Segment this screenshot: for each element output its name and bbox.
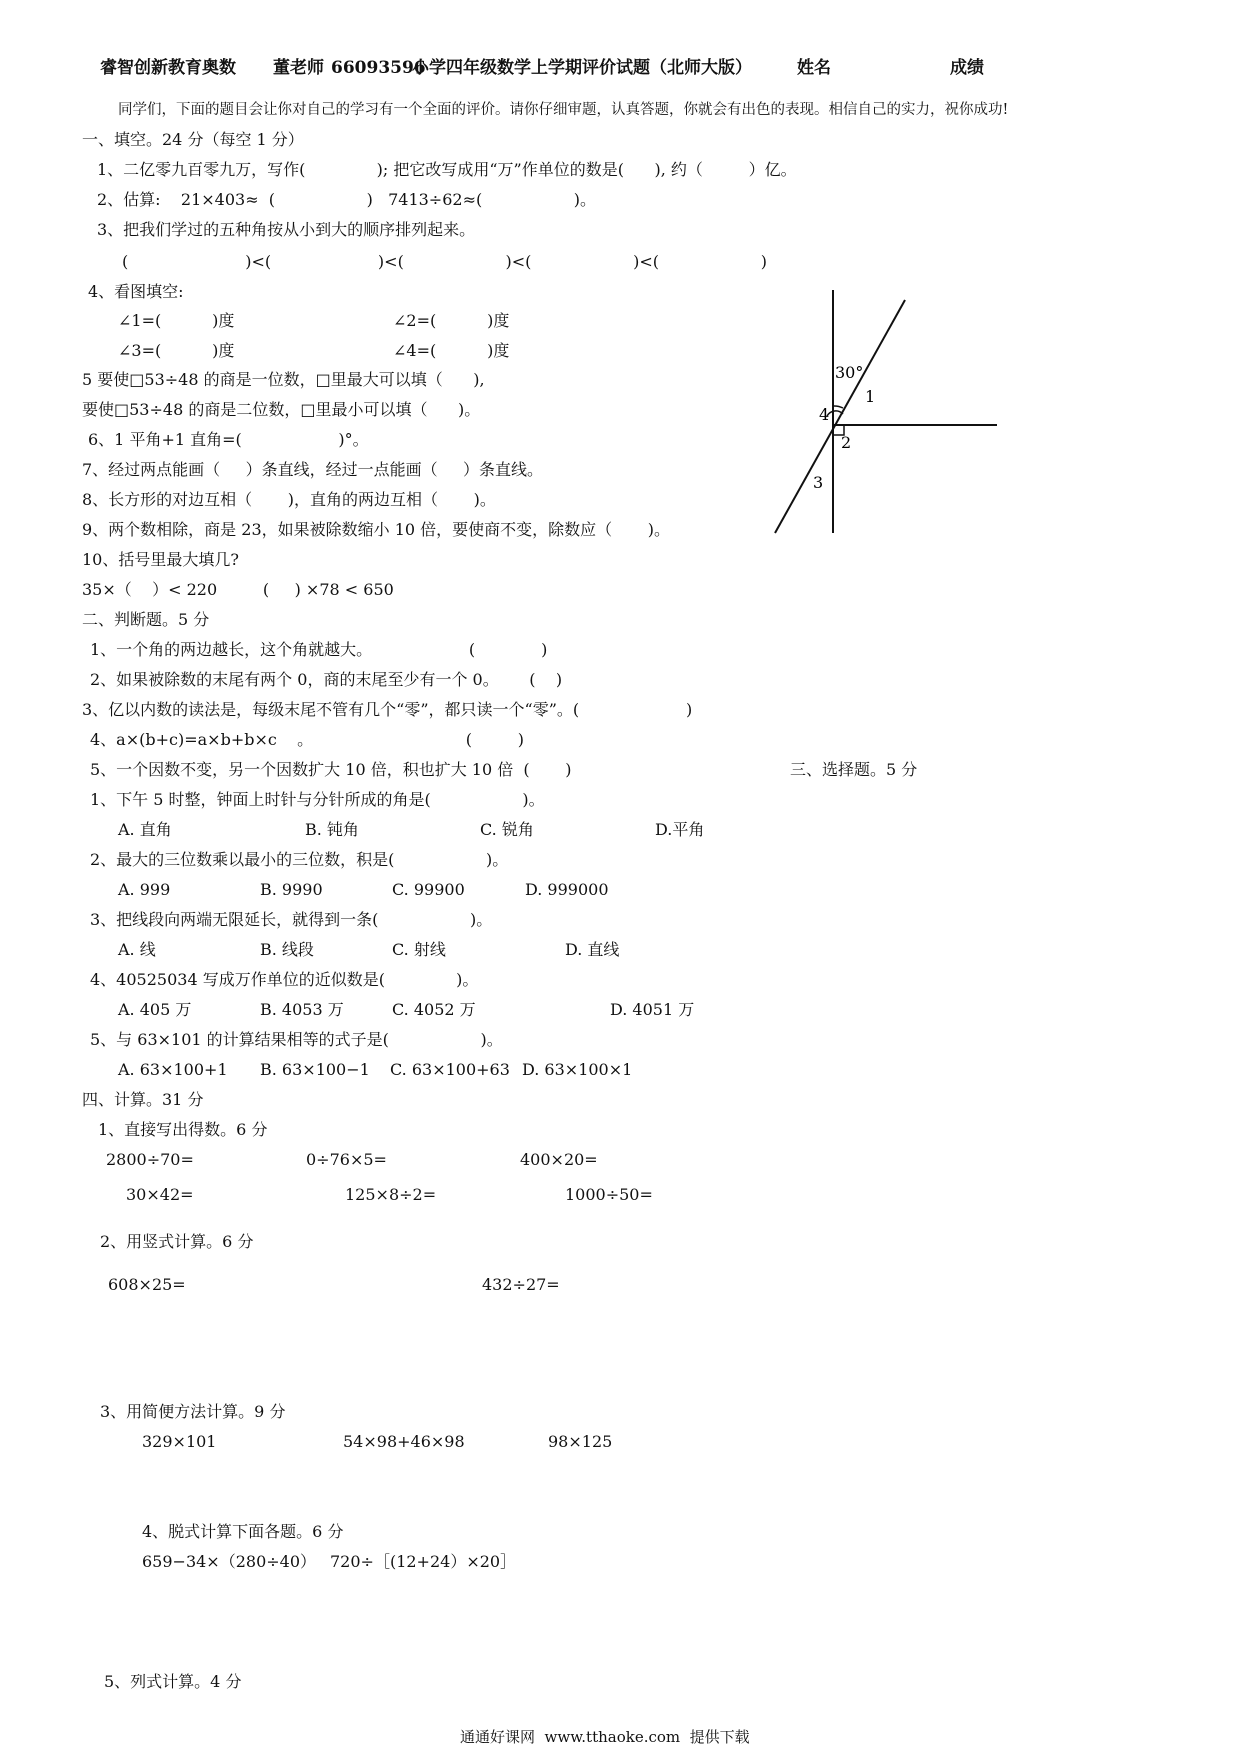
section-1-title: 一、填空。24 分（每空 1 分） [82, 130, 304, 149]
angle-30-arc [833, 406, 843, 408]
s4-p3-item: 98×125 [548, 1432, 613, 1451]
s1-q3: 3、把我们学过的五种角按从小到大的顺序排列起来。 [97, 220, 476, 239]
s1-q4-angle4: ∠4=( )度 [393, 341, 510, 360]
intro-text: 同学们，下面的题目会让你对自己的学习有一个全面的评价。请你仔细审题，认真答题，你就会有出色的表现。相信自己的实力，祝你成功! [118, 102, 1009, 118]
s3-q4-option-d: D. 4051 万 [610, 1000, 695, 1019]
section-4-title: 四、计算。31 分 [82, 1090, 204, 1109]
slanted-line [775, 300, 905, 533]
section-3-title: 三、选择题。5 分 [790, 760, 918, 779]
s4-p1-item: 1000÷50= [565, 1185, 653, 1204]
s3-q2-option-a: A. 999 [118, 880, 171, 899]
s1-q7: 7、经过两点能画（ ）条直线，经过一点能画（ ）条直线。 [82, 460, 544, 479]
s4-p4-item: 659−34×（280÷40） [142, 1552, 317, 1571]
s3-q1-option-a: A. 直角 [118, 820, 172, 839]
s1-q10-expressions: 35×（ ）< 220 ( ) ×78 < 650 [82, 580, 394, 599]
s1-q4-angle2: ∠2=( )度 [393, 311, 510, 330]
footer-download-note: 通通好课网 www.tthaoke.com 提供下载 [460, 1728, 750, 1746]
s1-q3-blanks: ( )<( )<( )<( )<( ) [122, 252, 767, 271]
s4-p2-item: 432÷27= [482, 1275, 560, 1294]
s1-q9: 9、两个数相除，商是 23，如果被除数缩小 10 倍，要使商不变，除数应（ )。 [82, 520, 671, 539]
s1-q8: 8、长方形的对边互相（ )，直角的两边互相（ )。 [82, 490, 496, 509]
s2-q4: 4、a×(b+c)=a×b+b×c 。 ( ) [90, 730, 525, 749]
s3-q3-option-c: C. 射线 [392, 940, 446, 959]
s3-q4-option-c: C. 4052 万 [392, 1000, 476, 1019]
angle-2-label: 2 [841, 433, 852, 452]
s4-part3: 3、用简便方法计算。9 分 [100, 1402, 286, 1421]
s4-p4-item: 720÷［(12+24）×20］ [330, 1552, 517, 1571]
s3-q1-option-c: C. 锐角 [480, 820, 534, 839]
s4-p3-item: 54×98+46×98 [343, 1432, 465, 1451]
s1-q4-angle3: ∠3=( )度 [118, 341, 235, 360]
s3-q2: 2、最大的三位数乘以最小的三位数，积是( )。 [90, 850, 509, 869]
s3-q3-option-a: A. 线 [118, 940, 156, 959]
s3-q5: 5、与 63×101 的计算结果相等的式子是( )。 [90, 1030, 503, 1049]
s1-q5b: 要使□53÷48 的商是二位数，□里最小可以填（ )。 [82, 400, 481, 419]
header-teacher: 董老师 [273, 58, 324, 78]
s3-q5-option-d: D. 63×100×1 [522, 1060, 633, 1079]
s3-q4-option-a: A. 405 万 [118, 1000, 192, 1019]
s3-q4: 4、40525034 写成万作单位的近似数是( )。 [90, 970, 479, 989]
s4-part2: 2、用竖式计算。6 分 [100, 1232, 254, 1251]
s3-q2-option-d: D. 999000 [525, 880, 609, 899]
s3-q1-option-d: D.平角 [655, 820, 705, 839]
s1-q2: 2、估算: 21×403≈ ( ) 7413÷62≈( )。 [97, 190, 597, 209]
s4-part4: 4、脱式计算下面各题。6 分 [142, 1522, 344, 1541]
s4-p3-item: 329×101 [142, 1432, 217, 1451]
s1-q5a: 5 要使□53÷48 的商是一位数，□里最大可以填（ ), [82, 370, 485, 389]
angle-3-label: 3 [813, 473, 824, 492]
s3-q1-option-b: B. 钝角 [305, 820, 359, 839]
s2-q1: 1、一个角的两边越长，这个角就越大。 ( ) [90, 640, 548, 659]
s1-q4: 4、看图填空: [88, 282, 184, 301]
s3-q5-option-b: B. 63×100−1 [260, 1060, 370, 1079]
s2-q2: 2、如果被除数的末尾有两个 0，商的末尾至少有一个 0。 ( ) [90, 670, 563, 689]
s3-q5-option-a: A. 63×100+1 [118, 1060, 228, 1079]
s1-q6: 6、1 平角+1 直角=( )°。 [88, 430, 369, 449]
s3-q3-option-b: B. 线段 [260, 940, 314, 959]
s4-p1-item: 400×20= [520, 1150, 598, 1169]
header-score-label: 成绩 [950, 58, 984, 78]
s2-q5: 5、一个因数不变，另一个因数扩大 10 倍，积也扩大 10 倍 ( ) [90, 760, 572, 779]
angle-figure [765, 288, 1005, 548]
s3-q3-option-d: D. 直线 [565, 940, 620, 959]
header-org: 睿智创新教育奥数 [100, 58, 236, 78]
s3-q4-option-b: B. 4053 万 [260, 1000, 344, 1019]
s4-part5: 5、列式计算。4 分 [104, 1672, 242, 1691]
s4-p2-item: 608×25= [108, 1275, 186, 1294]
s4-p1-item: 0÷76×5= [306, 1150, 387, 1169]
header-title: 小学四年级数学上学期评价试题（北师大版） [412, 58, 752, 78]
header-phone: 66093596 [331, 58, 426, 78]
s1-q1: 1、二亿零九百零九万，写作( ); 把它改写成用“万”作单位的数是( ), 约（ ）亿。 [97, 160, 797, 179]
s3-q3: 3、把线段向两端无限延长，就得到一条( )。 [90, 910, 493, 929]
s3-q2-option-b: B. 9990 [260, 880, 323, 899]
s4-p1-item: 125×8÷2= [345, 1185, 437, 1204]
s4-p1-item: 2800÷70= [106, 1150, 194, 1169]
s4-p1-item: 30×42= [126, 1185, 194, 1204]
header-name-label: 姓名 [797, 58, 831, 78]
s4-part1: 1、直接写出得数。6 分 [98, 1120, 268, 1139]
s1-q10: 10、括号里最大填几? [82, 550, 239, 569]
s3-q2-option-c: C. 99900 [392, 880, 465, 899]
section-2-title: 二、判断题。5 分 [82, 610, 210, 629]
s1-q4-angle1: ∠1=( )度 [118, 311, 235, 330]
angle-30-label: 30° [835, 363, 864, 382]
s2-q3: 3、亿以内数的读法是，每级末尾不管有几个“零”，都只读一个“零”。( ) [82, 700, 693, 719]
s3-q1: 1、下午 5 时整，钟面上时针与分针所成的角是( )。 [90, 790, 545, 809]
angle-1-label: 1 [865, 387, 876, 406]
s3-q5-option-c: C. 63×100+63 [390, 1060, 510, 1079]
angle-4-label: 4 [819, 405, 830, 424]
